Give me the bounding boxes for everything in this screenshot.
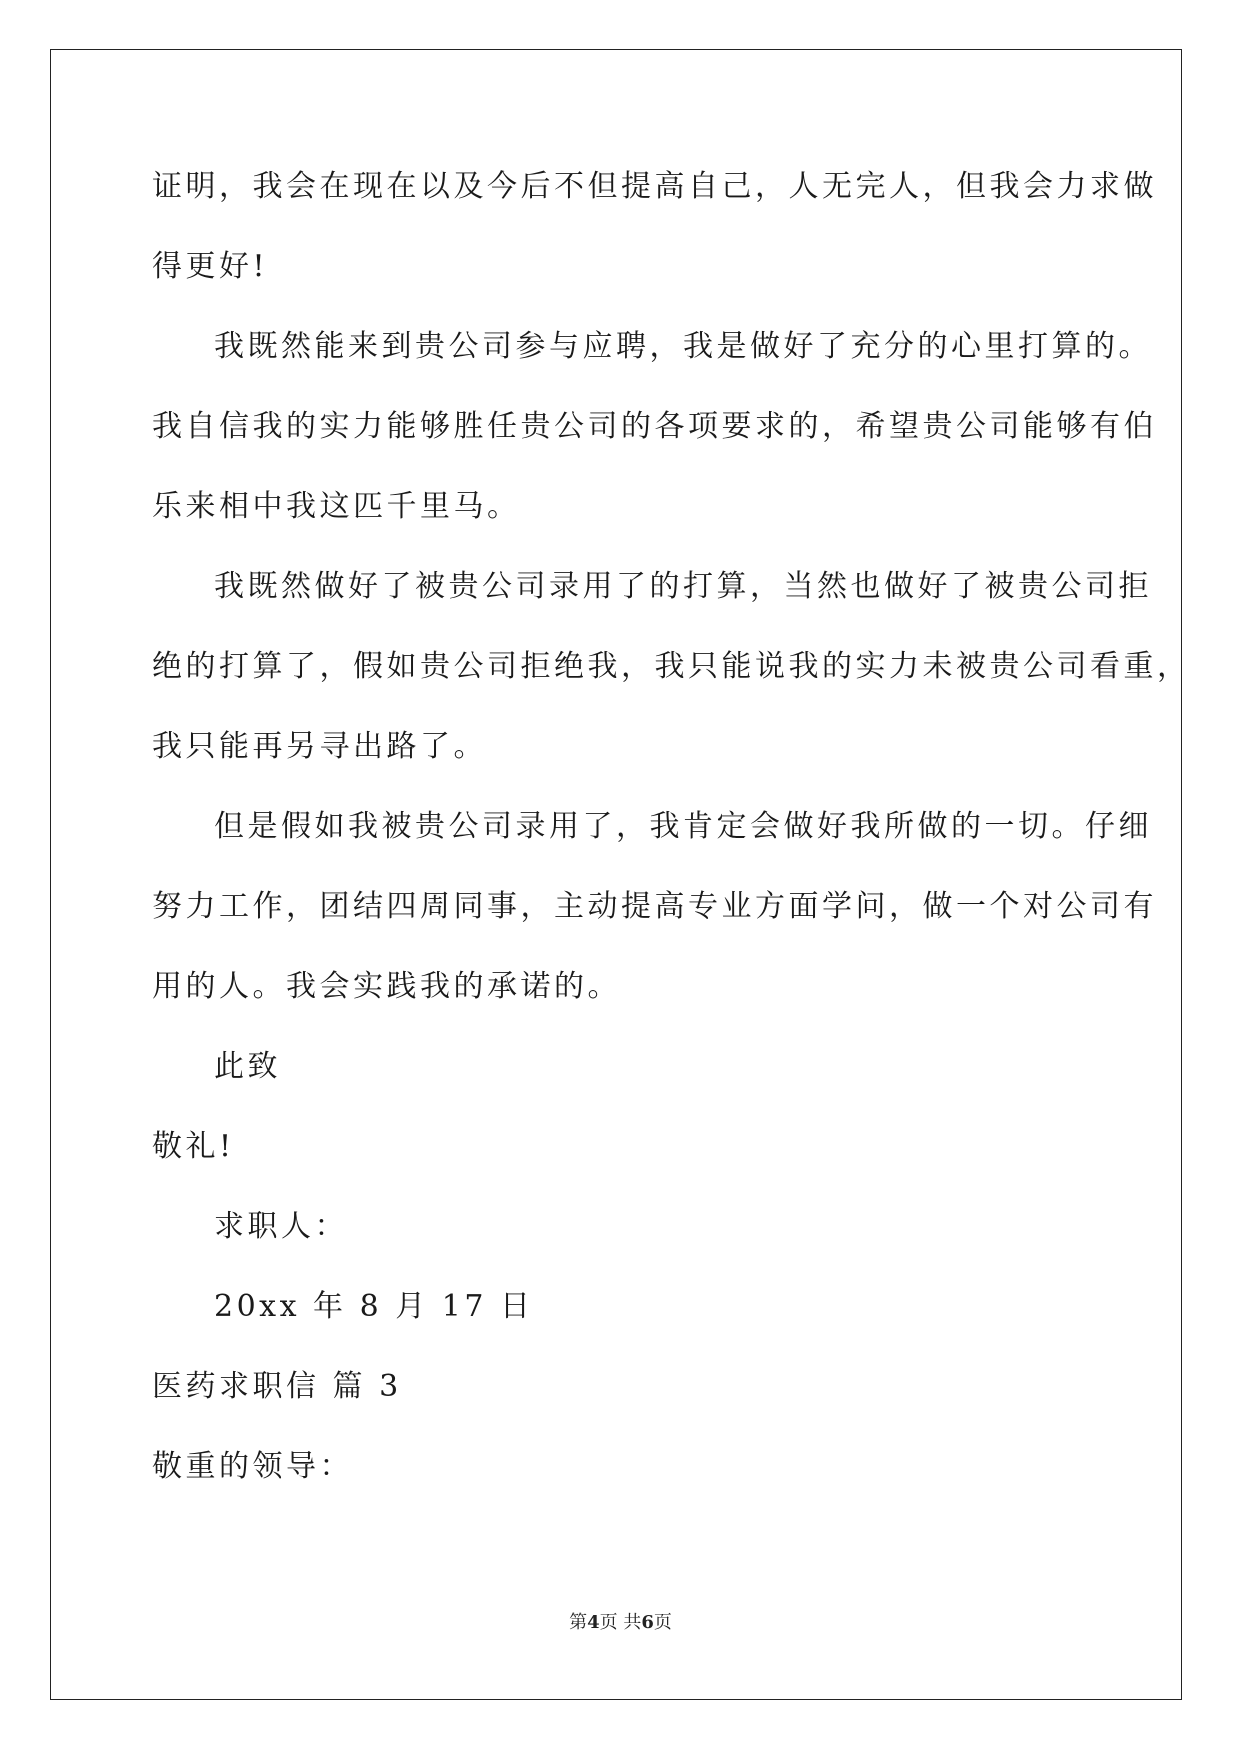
text-line: 但是假如我被贵公司录用了，我肯定会做好我所做的一切。仔细 — [214, 809, 1152, 844]
text-line: 我既然做好了被贵公司录用了的打算，当然也做好了被贵公司拒 — [214, 569, 1152, 604]
text-line: 绝的打算了，假如贵公司拒绝我，我只能说我的实力未被贵公司看重， — [152, 649, 1191, 684]
text-line: 得更好! — [152, 249, 269, 284]
page-footer — [0, 1608, 1241, 1634]
text-line: 我既然能来到贵公司参与应聘，我是做好了充分的心里打算的。 — [214, 329, 1152, 364]
current-page-number: 4 — [587, 1612, 600, 1633]
letter-body — [152, 160, 1191, 1520]
text-line: 用的人。我会实践我的承诺的。 — [152, 969, 621, 1004]
section-heading: 医药求职信 篇 3 — [152, 1369, 402, 1404]
text-line: 努力工作，团结四周同事，主动提高专业方面学问，做一个对公司有 — [152, 889, 1157, 924]
page-label-mid: 页 共 — [599, 1612, 642, 1633]
text-line: 我自信我的实力能够胜任贵公司的各项要求的，希望贵公司能够有伯 — [152, 409, 1157, 444]
page-label-prefix: 第 — [569, 1612, 588, 1633]
text-line: 我只能再另寻出路了。 — [152, 729, 487, 764]
closing-salutation: 此致 — [214, 1049, 281, 1084]
text-line: 乐来相中我这匹千里马。 — [152, 489, 521, 524]
total-page-number: 6 — [641, 1612, 654, 1633]
closing-regards: 敬礼! — [152, 1129, 235, 1164]
text-line: 证明，我会在现在以及今后不但提高自己，人无完人，但我会力求做 — [152, 169, 1157, 204]
signature-label: 求职人： — [214, 1209, 348, 1244]
letter-date: 20xx 年 8 月 17 日 — [214, 1289, 534, 1324]
greeting: 敬重的领导： — [152, 1449, 353, 1484]
page-label-suffix: 页 — [653, 1612, 672, 1633]
